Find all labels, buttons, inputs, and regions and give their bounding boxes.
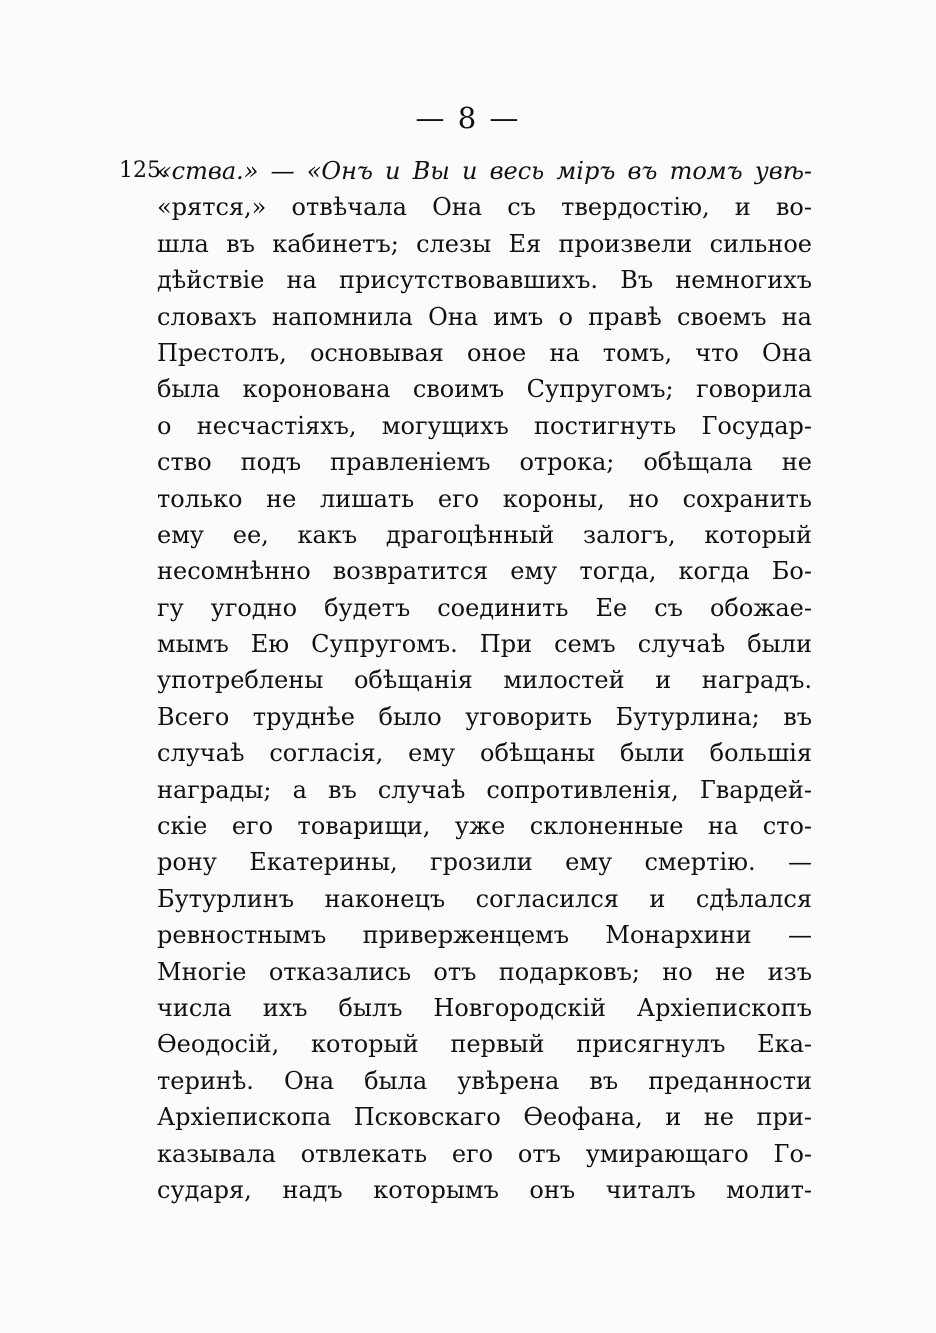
- text-line: была коронована своимъ Супругомъ; говорила: [157, 375, 812, 404]
- text-line: Всего труднѣе было уговорить Бутурлина; въ: [157, 702, 812, 731]
- text-line: награды; а въ случаѣ сопротивленія, Гвардей-: [157, 775, 812, 804]
- text-line: дѣйствіе на присутствовавшихъ. Въ немногихъ: [157, 266, 812, 295]
- text-line: только не лишать его короны, но сохранить: [157, 484, 812, 513]
- text-line: о несчастіяхъ, могущихъ постигнуть Государ-: [157, 411, 812, 440]
- text-line: казывала отвлекать его отъ умирающаго Го-: [157, 1139, 812, 1168]
- body-text: [157, 153, 812, 1208]
- text-line: Многіе отказались отъ подарковъ; но не изъ: [157, 957, 812, 986]
- text-line: «рятся,» отвѣчала Она съ твердостію, и во-: [157, 193, 812, 222]
- text-line: Ѳеодосій, который первый присягнулъ Ека-: [157, 1030, 812, 1059]
- text-line: шла въ кабинетъ; слезы Ея произвели сильное: [157, 229, 812, 258]
- page-number-header: — 8 —: [415, 101, 521, 135]
- text-line: случаѣ согласія, ему обѣщаны были большія: [157, 739, 812, 768]
- text-line: сударя, надъ которымъ онъ читалъ молит-: [157, 1175, 812, 1204]
- text-line: Архіепископа Псковскаго Ѳеофана, и не при-: [157, 1103, 812, 1132]
- text-line: ему ее, какъ драгоцѣнный залогъ, который: [157, 520, 812, 549]
- text-line: ство подъ правленіемъ отрока; обѣщала не: [157, 448, 812, 477]
- text-line: мымъ Ею Супругомъ. При семъ случаѣ были: [157, 630, 812, 659]
- text-line: скіе его товарищи, уже склоненные на сто-: [157, 812, 812, 841]
- margin-number: 125.: [119, 158, 168, 183]
- text-line: употреблены обѣщанія милостей и наградъ.: [157, 666, 812, 695]
- text-line: Бутурлинъ наконецъ согласился и сдѣлался: [157, 884, 812, 913]
- text-line: словахъ напомнила Она имъ о правѣ своемъ на: [157, 302, 812, 331]
- text-line: Престолъ, основывая оное на томъ, что Она: [157, 338, 812, 367]
- text-line: рону Екатерины, грозили ему смертію. —: [157, 848, 812, 877]
- text-line: гу угодно будетъ соединить Ее съ обожае-: [157, 593, 812, 622]
- text-line: несомнѣнно возвратится ему тогда, когда Бо-: [157, 557, 812, 586]
- text-line: теринѣ. Она была увѣрена въ преданности: [157, 1066, 812, 1095]
- text-line: «ства.» — «Онъ и Вы и весь міръ въ томъ увѣ-: [157, 157, 812, 185]
- text-line: числа ихъ былъ Новгородскій Архіепископъ: [157, 993, 812, 1022]
- text-line: ревностнымъ приверженцемъ Монархини —: [157, 921, 812, 950]
